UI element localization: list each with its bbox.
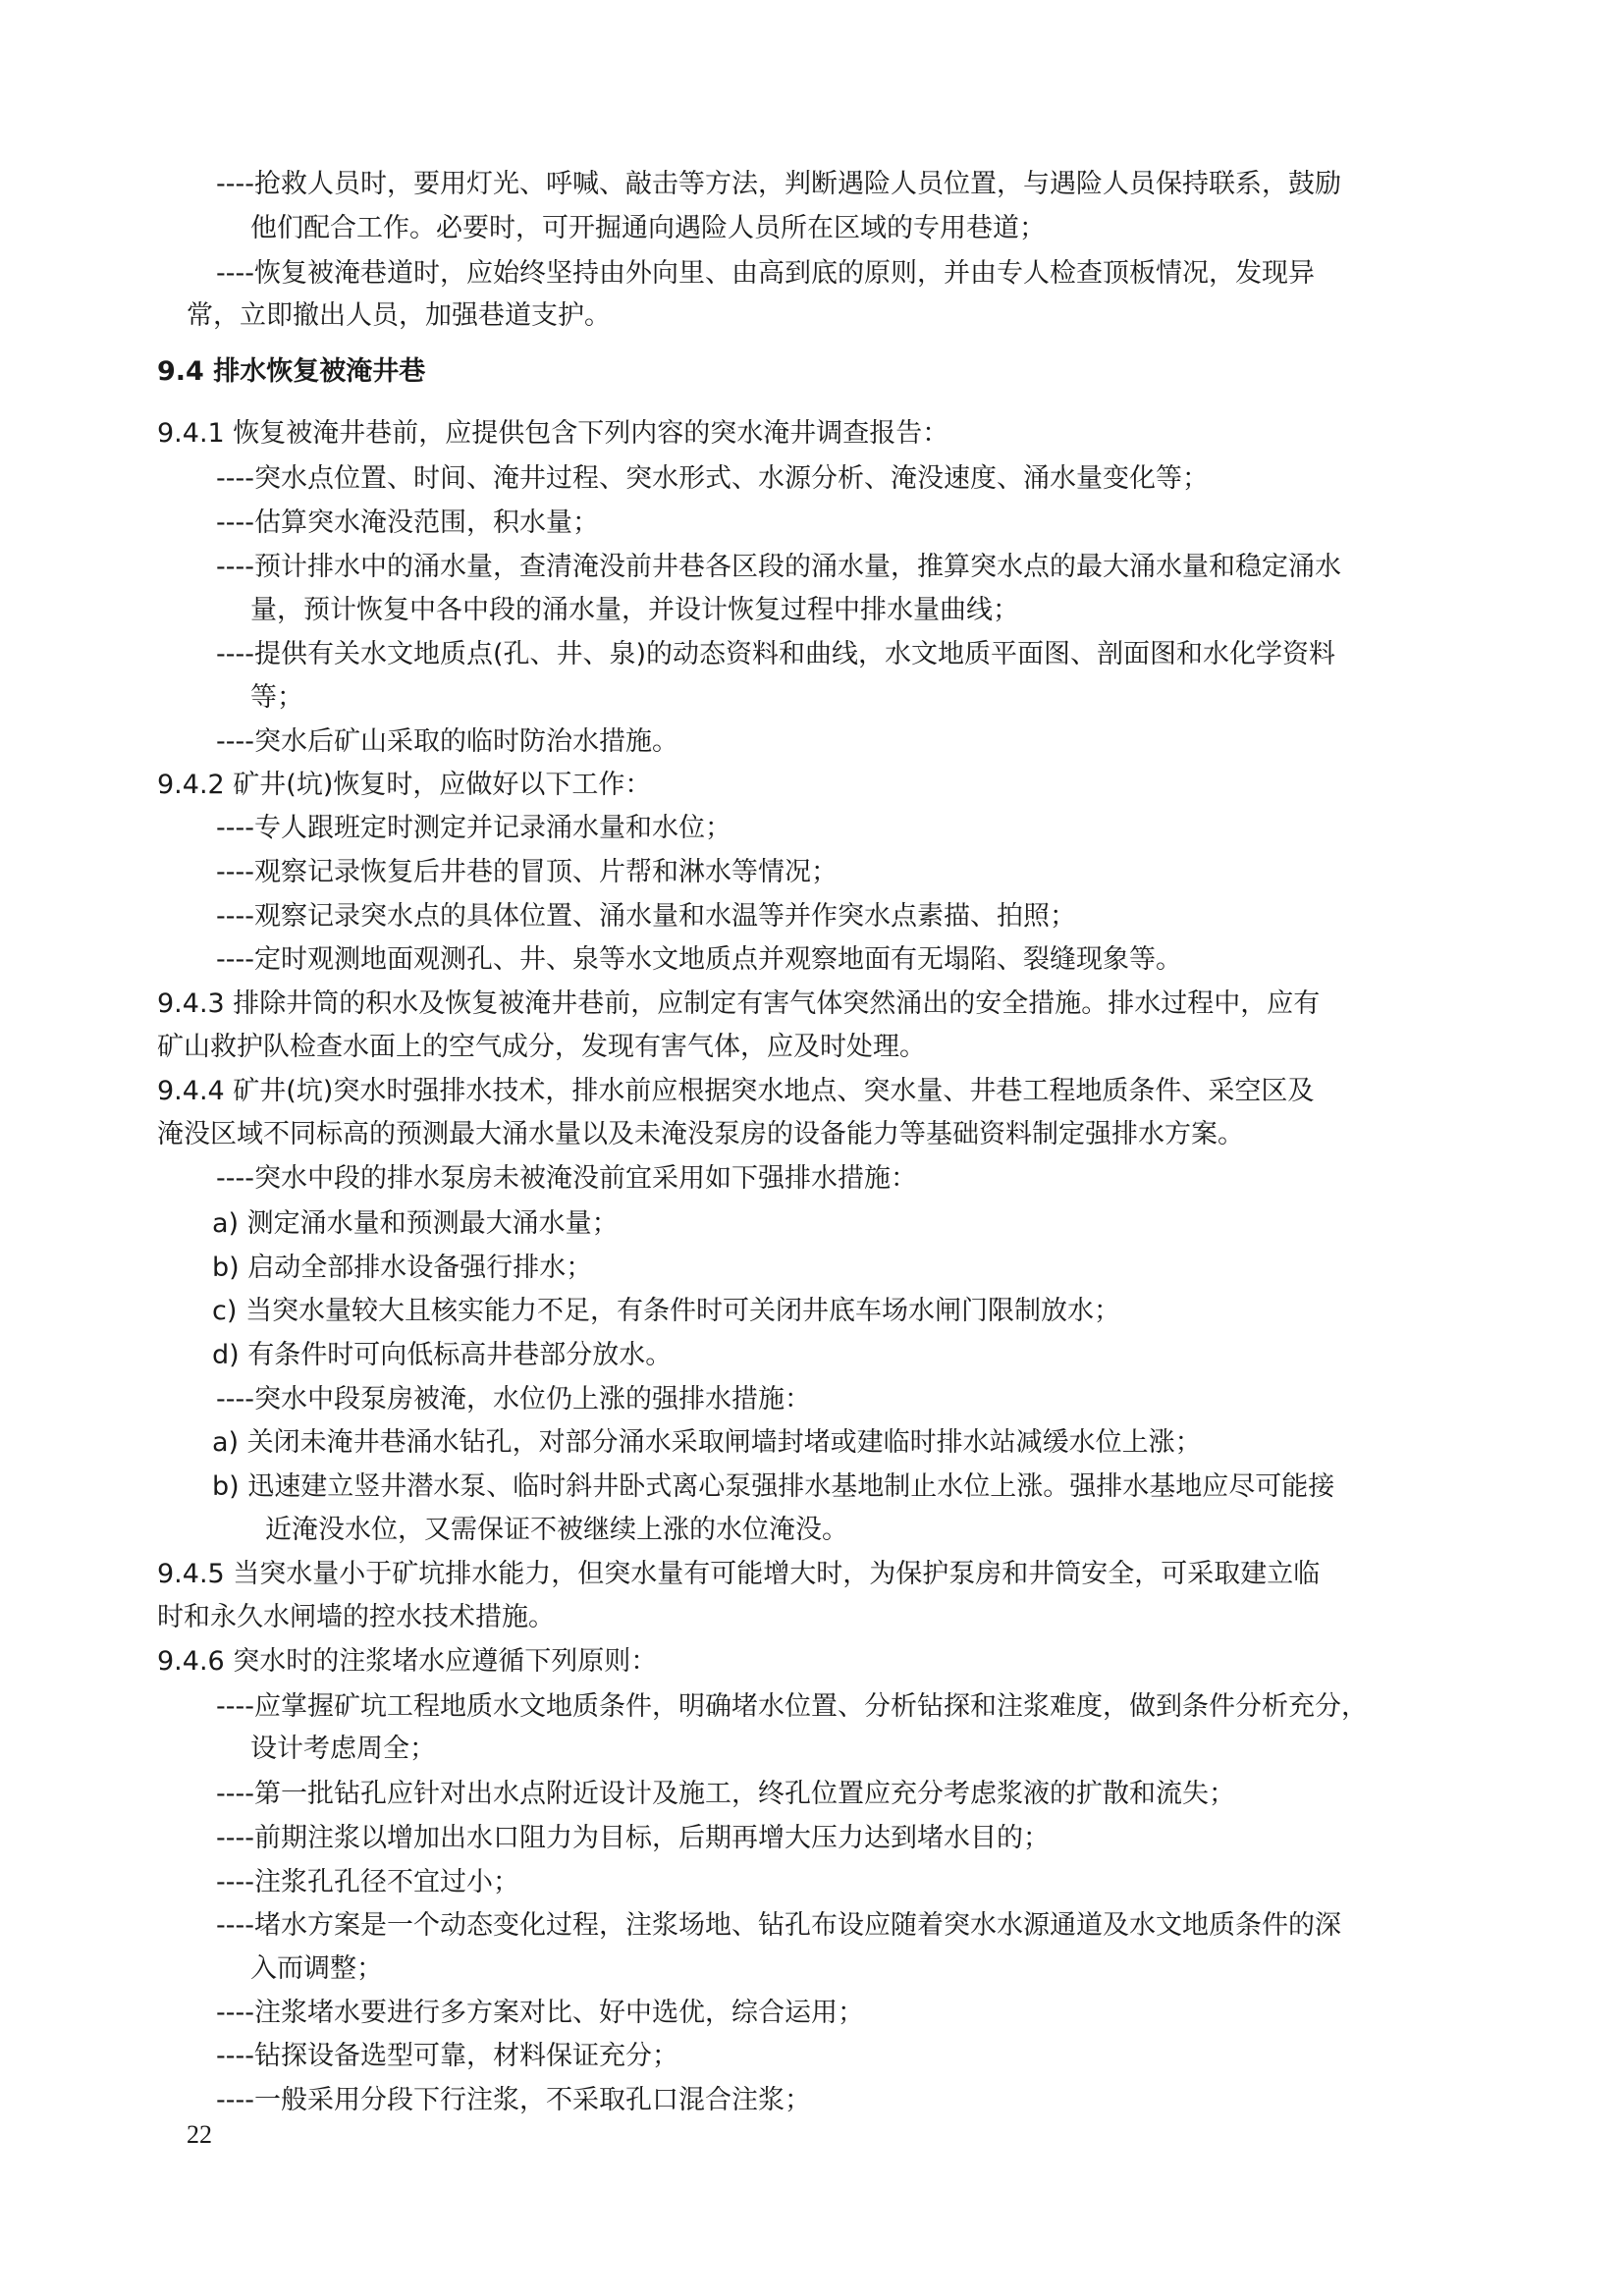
continuation-line: 近淹没水位，又需保证不被继续上涨的水位淹没。	[265, 1515, 848, 1545]
dash-line: ----突水中段的排水泵房未被淹没前宜采用如下强排水措施：	[216, 1163, 917, 1194]
dash-line: ----观察记录突水点的具体位置、涌水量和水温等并作突水点素描、拍照；	[216, 901, 1076, 932]
list-item: b) 迅速建立竖井潜水泵、临时斜井卧式离心泵强排水基地制止水位上涨。强排水基地应尽可能接	[212, 1471, 1335, 1502]
dash-line: ----估算突水淹没范围，积水量；	[216, 507, 599, 538]
continuation-line: 设计考虑周全；	[250, 1734, 436, 1764]
dash-line: ----抢救人员时，要用灯光、呼喊、敲击等方法，判断遇险人员位置，与遇险人员保持联系，鼓励	[216, 169, 1341, 199]
dash-line: ----预计排水中的涌水量，查清淹没前井巷各区段的涌水量，推算突水点的最大涌水量和稳定涌水	[216, 552, 1341, 582]
clause-line: 9.4.5 当突水量小于矿坑排水能力，但突水量有可能增大时，为保护泵房和井筒安全，可采取建立临	[157, 1559, 1321, 1589]
continuation-line: 入而调整；	[250, 1953, 383, 1984]
dash-line: ----堵水方案是一个动态变化过程，注浆场地、钻孔布设应随着突水水源通道及水文地质条件的深	[216, 1910, 1341, 1941]
clause-line: 9.4.2 矿井(坑)恢复时，应做好以下工作：	[157, 770, 652, 800]
section-heading: 9.4 排水恢复被淹井巷	[157, 356, 426, 387]
list-item: b) 启动全部排水设备强行排水；	[212, 1253, 593, 1283]
list-item: c) 当突水量较大且核实能力不足，有条件时可关闭井底车场水闸门限制放水；	[212, 1296, 1120, 1326]
continuation-line: 量，预计恢复中各中段的涌水量，并设计恢复过程中排水量曲线；	[250, 595, 1019, 625]
dash-line: ----突水点位置、时间、淹井过程、突水形式、水源分析、淹没速度、涌水量变化等；	[216, 463, 1209, 494]
list-item: a) 关闭未淹井巷涌水钻孔，对部分涌水采取闸墙封堵或建临时排水站减缓水位上涨；	[212, 1427, 1202, 1458]
clause-line: 9.4.3 排除井筒的积水及恢复被淹井巷前，应制定有害气体突然涌出的安全措施。排水过程中，应有	[157, 988, 1321, 1019]
list-item: d) 有条件时可向低标高井巷部分放水。	[212, 1340, 673, 1370]
dash-line: ----提供有关水文地质点(孔、井、泉)的动态资料和曲线，水文地质平面图、剖面图和水化学资料	[216, 639, 1336, 669]
dash-line: ----注浆孔孔径不宜过小；	[216, 1867, 519, 1897]
continuation-line: 矿山救护队检查水面上的空气成分，发现有害气体，应及时处理。	[157, 1032, 926, 1062]
continuation-line: 淹没区域不同标高的预测最大涌水量以及未淹没泵房的设备能力等基础资料制定强排水方案。	[157, 1119, 1244, 1149]
dash-line: ----专人跟班定时测定并记录涌水量和水位；	[216, 813, 731, 843]
clause-line: 9.4.4 矿井(坑)突水时强排水技术，排水前应根据突水地点、突水量、井巷工程地质条件、采空区及	[157, 1076, 1315, 1106]
dash-line: ----前期注浆以增加出水口阻力为目标，后期再增大压力达到堵水目的；	[216, 1823, 1050, 1853]
page-number: 22	[187, 2120, 212, 2149]
dash-line: ----钻探设备选型可靠，材料保证充分；	[216, 2041, 678, 2071]
dash-line: ----观察记录恢复后井巷的冒顶、片帮和淋水等情况；	[216, 857, 838, 887]
continuation-line: 等；	[250, 682, 303, 713]
dash-line: ----突水中段泵房被淹，水位仍上涨的强排水措施：	[216, 1384, 811, 1415]
clause-line: 9.4.1 恢复被淹井巷前，应提供包含下列内容的突水淹井调查报告：	[157, 418, 949, 449]
list-item: a) 测定涌水量和预测最大涌水量；	[212, 1208, 619, 1239]
clause-line: 9.4.6 突水时的注浆堵水应遵循下列原则：	[157, 1646, 658, 1677]
continuation-line: 他们配合工作。必要时，可开掘通向遇险人员所在区域的专用巷道；	[250, 213, 1046, 243]
dash-line: ----一般采用分段下行注浆，不采取孔口混合注浆；	[216, 2085, 811, 2115]
continuation-line: 时和永久水闸墙的控水技术措施。	[157, 1602, 555, 1632]
dash-line: ----恢复被淹巷道时，应始终坚持由外向里、由高到底的原则，并由专人检查顶板情况，发现异	[216, 258, 1315, 289]
dash-line: ----定时观测地面观测孔、井、泉等水文地质点并观察地面有无塌陷、裂缝现象等。	[216, 944, 1182, 975]
dash-line: ----突水后矿山采取的临时防治水措施。	[216, 726, 678, 757]
dash-line: ----第一批钻孔应针对出水点附近设计及施工，终孔位置应充分考虑浆液的扩散和流失；	[216, 1779, 1235, 1809]
dash-line: ----注浆堵水要进行多方案对比、好中选优，综合运用；	[216, 1998, 864, 2028]
dash-line: ----应掌握矿坑工程地质水文地质条件，明确堵水位置、分析钻探和注浆难度，做到条件分析充分，	[216, 1691, 1368, 1722]
continuation-line: 常，立即撤出人员，加强巷道支护。	[187, 300, 611, 331]
